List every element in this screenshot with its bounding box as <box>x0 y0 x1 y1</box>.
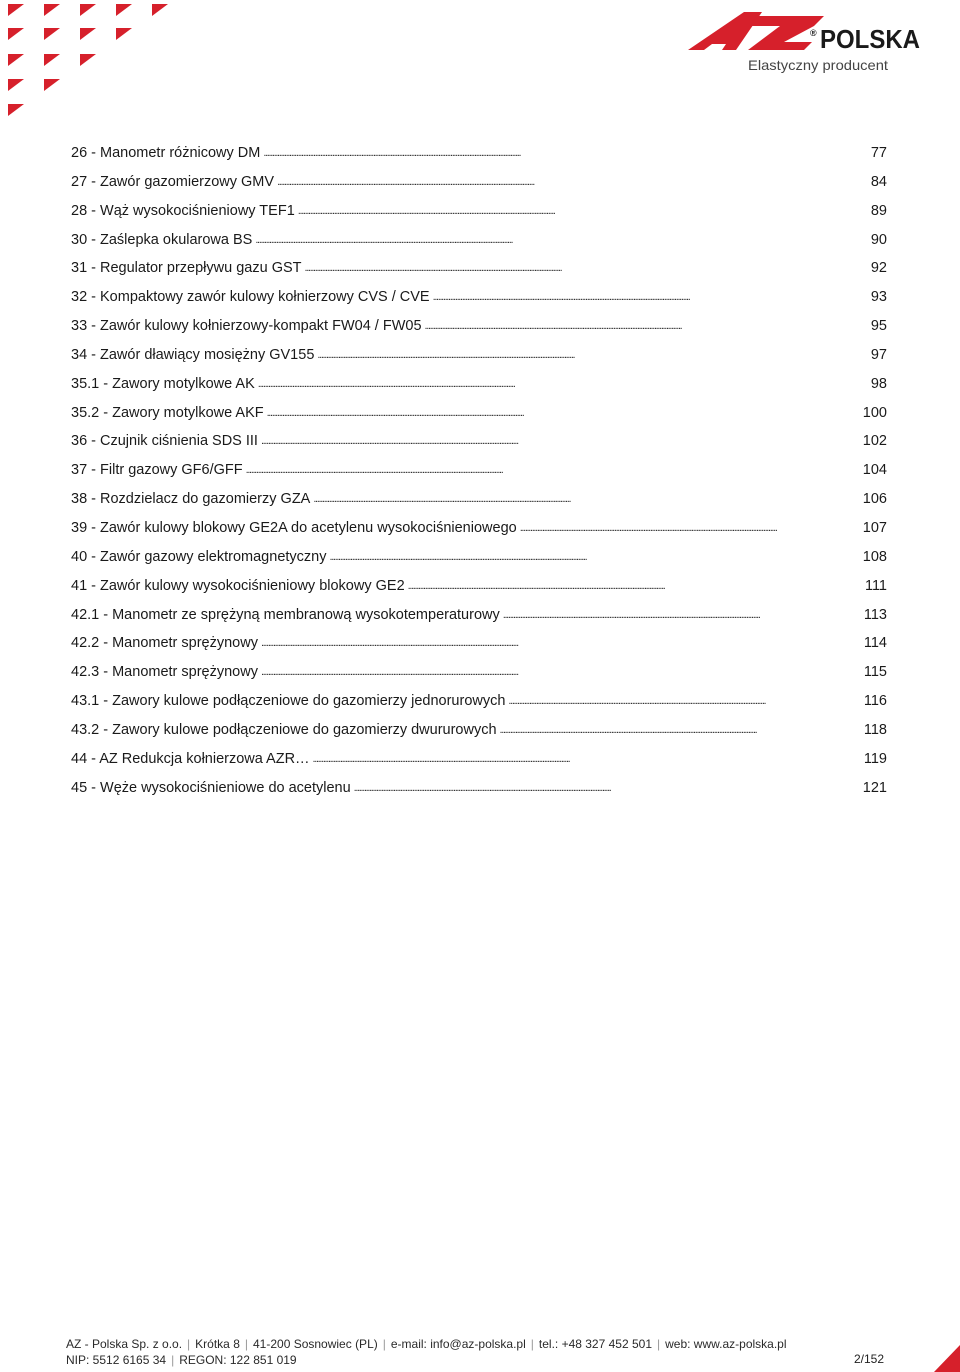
toc-dot-leader <box>298 205 868 217</box>
toc-dot-leader <box>261 637 861 649</box>
toc-entry-title: 27 - Zawór gazomierzowy GMV <box>71 173 275 190</box>
toc-entry-page: 97 <box>870 346 887 363</box>
toc-entry[interactable] <box>71 318 887 347</box>
toc-entry-title: 43.2 - Zawory kulowe podłączeniowe do gazomierzy dwururowych <box>71 721 497 738</box>
toc-entry[interactable] <box>71 462 887 491</box>
toc-entry[interactable] <box>71 174 887 203</box>
toc-entry[interactable] <box>71 347 887 376</box>
footer-item: tel.: +48 327 452 501 <box>538 1337 652 1351</box>
toc-entry-title: 42.1 - Manometr ze sprężyną membranową wysokotemperaturowy <box>71 606 500 623</box>
toc-dot-leader <box>500 724 861 736</box>
page-number: 2/152 <box>854 1352 885 1366</box>
toc-entry[interactable] <box>71 664 887 693</box>
toc-dot-leader <box>246 464 860 476</box>
toc-entry[interactable] <box>71 289 887 318</box>
toc-dot-leader <box>258 378 868 390</box>
toc-entry[interactable] <box>71 635 887 664</box>
footer-separator: | <box>187 1337 191 1351</box>
toc-entry-title: 45 - Węże wysokociśnieniowe do acetylenu <box>71 779 351 796</box>
toc-dot-leader <box>255 234 868 246</box>
toc-dot-leader <box>313 753 861 765</box>
toc-entry-page: 107 <box>862 519 887 536</box>
logo-tagline: Elastyczny producent <box>748 57 889 73</box>
toc-entry[interactable] <box>71 232 887 261</box>
footer-separator: | <box>382 1337 386 1351</box>
toc-entry-title: 31 - Regulator przepływu gazu GST <box>71 260 302 277</box>
toc-entry-page: 111 <box>864 577 887 594</box>
toc-entry-page: 92 <box>870 260 887 277</box>
toc-dot-leader <box>425 320 868 332</box>
footer-item: REGON: 122 851 019 <box>179 1353 297 1367</box>
toc-dot-leader <box>508 695 860 707</box>
toc-entry-title: 33 - Zawór kulowy kołnierzowy-kompakt FW04 / FW05 <box>71 318 422 335</box>
toc-entry[interactable] <box>71 751 887 780</box>
toc-entry-title: 42.3 - Manometr sprężynowy <box>71 664 258 681</box>
toc-entry[interactable] <box>71 491 887 520</box>
toc-entry-title: 28 - Wąż wysokociśnieniowy TEF1 <box>71 202 295 219</box>
toc-entry-title: 40 - Zawór gazowy elektromagnetyczny <box>71 548 327 565</box>
toc-entry-page: 98 <box>870 375 887 392</box>
toc-dot-leader <box>503 609 861 621</box>
toc-entry-page: 84 <box>870 173 887 190</box>
toc-dot-leader <box>520 522 860 534</box>
toc-entry-page: 90 <box>870 231 887 248</box>
toc-entry-page: 121 <box>862 779 887 796</box>
toc-entry-title: 41 - Zawór kulowy wysokociśnieniowy blokowy GE2 <box>71 577 405 594</box>
toc-entry-title: 26 - Manometr różnicowy DM <box>71 145 261 161</box>
toc-dot-leader <box>263 147 868 159</box>
table-of-contents <box>71 145 887 808</box>
decorative-corner-triangle <box>934 1345 960 1372</box>
toc-dot-leader <box>317 349 867 361</box>
logo-brand-text: POLSKA <box>820 24 921 54</box>
footer-item: 41-200 Sosnowiec (PL) <box>253 1337 378 1351</box>
decorative-corner-pattern <box>0 0 180 120</box>
toc-entry-page: 118 <box>863 721 887 738</box>
toc-entry[interactable] <box>71 578 887 607</box>
toc-entry-page: 116 <box>863 693 887 710</box>
toc-dot-leader <box>329 551 859 563</box>
toc-entry-title: 35.2 - Zawory motylkowe AKF <box>71 404 264 421</box>
toc-entry-page: 114 <box>863 635 887 652</box>
footer-separator: | <box>657 1337 661 1351</box>
toc-entry-page: 104 <box>862 462 887 479</box>
toc-entry-title: 32 - Kompaktowy zawór kulowy kołnierzowy CVS / CVE <box>71 289 430 306</box>
toc-entry[interactable] <box>71 376 887 405</box>
toc-entry[interactable] <box>71 260 887 289</box>
toc-dot-leader <box>267 407 860 419</box>
toc-entry[interactable] <box>71 520 887 549</box>
toc-entry[interactable] <box>71 203 887 232</box>
toc-dot-leader <box>261 435 860 447</box>
toc-entry[interactable] <box>71 607 887 636</box>
toc-entry-page: 77 <box>870 145 887 161</box>
toc-entry-page: 95 <box>870 318 887 335</box>
toc-entry-title: 43.1 - Zawory kulowe podłączeniowe do gazomierzy jednorurowych <box>71 693 506 710</box>
toc-entry-page: 106 <box>862 491 887 508</box>
footer-item: web: www.az-polska.pl <box>665 1337 787 1351</box>
footer-item: NIP: 5512 6165 34 <box>66 1353 167 1367</box>
footer-contact-line <box>66 1336 896 1352</box>
toc-entry-title: 30 - Zaślepka okularowa BS <box>71 231 253 248</box>
toc-dot-leader <box>305 262 868 274</box>
toc-entry-title: 38 - Rozdzielacz do gazomierzy GZA <box>71 491 311 508</box>
toc-entry-page: 100 <box>862 404 887 421</box>
toc-entry-page: 93 <box>870 289 887 306</box>
toc-entry-page: 108 <box>862 548 887 565</box>
toc-entry-title: 35.1 - Zawory motylkowe AK <box>71 375 255 392</box>
toc-entry-page: 102 <box>862 433 887 450</box>
toc-entry[interactable] <box>71 433 887 462</box>
toc-dot-leader <box>433 291 868 303</box>
toc-entry-title: 37 - Filtr gazowy GF6/GFF <box>71 462 243 479</box>
toc-entry-title: 44 - AZ Redukcja kołnierzowa AZR… <box>71 750 310 767</box>
toc-dot-leader <box>354 782 860 794</box>
toc-entry-title: 42.2 - Manometr sprężynowy <box>71 635 258 652</box>
toc-entry-page: 115 <box>863 664 887 681</box>
footer-item: Krótka 8 <box>195 1337 240 1351</box>
toc-dot-leader <box>313 493 859 505</box>
toc-entry[interactable] <box>71 549 887 578</box>
az-polska-logo <box>686 10 926 76</box>
footer-separator: | <box>171 1353 175 1367</box>
toc-entry[interactable] <box>71 780 887 809</box>
toc-entry-page: 113 <box>863 606 887 623</box>
footer-item: AZ - Polska Sp. z o.o. <box>66 1337 183 1351</box>
toc-dot-leader <box>277 176 868 188</box>
footer <box>66 1336 896 1368</box>
toc-entry-page: 119 <box>863 750 887 767</box>
toc-entry-title: 39 - Zawór kulowy blokowy GE2A do acetylenu wysokociśnieniowego <box>71 519 517 536</box>
toc-dot-leader <box>408 580 862 592</box>
toc-dot-leader <box>261 666 861 678</box>
toc-entry[interactable] <box>71 722 887 751</box>
toc-entry[interactable] <box>71 405 887 434</box>
footer-separator: | <box>244 1337 248 1351</box>
footer-separator: | <box>530 1337 534 1351</box>
toc-entry-page: 89 <box>870 202 887 219</box>
registered-mark: ® <box>810 28 817 38</box>
toc-entry-title: 36 - Czujnik ciśnienia SDS III <box>71 433 258 450</box>
footer-registration-line <box>66 1352 896 1368</box>
footer-item: e-mail: info@az-polska.pl <box>390 1337 526 1351</box>
toc-entry[interactable] <box>71 145 887 174</box>
toc-entry-title: 34 - Zawór dławiący mosiężny GV155 <box>71 346 315 363</box>
toc-entry[interactable] <box>71 693 887 722</box>
